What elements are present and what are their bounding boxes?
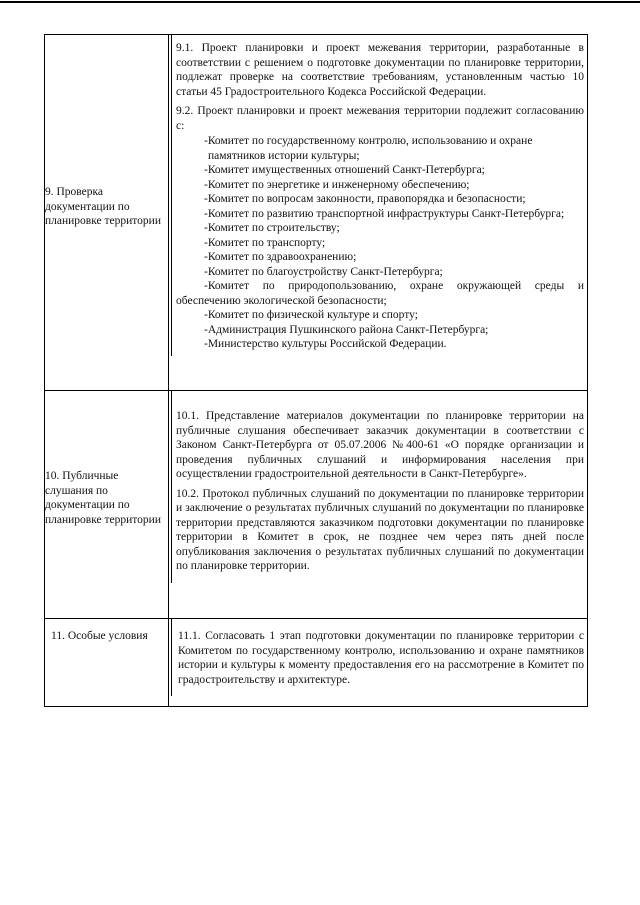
row-9-label: 9. Проверка документации по планировке территории: [45, 186, 161, 227]
clause-9-1: 9.1. Проект планировки и проект межевания территории, разработанные в соответствии с решением о подготовке документации по планировке территории, подлежат проверке на соответствие требованиям, установленным частью 10 статьи 45 Градостроительного Кодекса Российской Федерации.: [176, 42, 584, 98]
list-item: -Администрация Пушкинского района Санкт-Петербурга;: [204, 323, 489, 336]
row-9-label-cell: [45, 35, 169, 391]
list-item: -Комитет по транспорту;: [204, 236, 326, 249]
list-item: -Комитет по государственному контролю, использованию и охране: [204, 135, 533, 147]
row-11-content-cell: [169, 619, 588, 707]
list-item: -Министерство культуры Российской Федерации.: [204, 338, 447, 350]
table-row-10: [45, 391, 588, 619]
row-10-label-cell: [45, 391, 169, 619]
list-item: памятников истории культуры;: [208, 149, 360, 162]
list-item: -Комитет по здравоохранению;: [204, 251, 357, 263]
row-11-label: 11. Особые условия: [51, 630, 148, 642]
clause-10-1: 10.1. Представление материалов документации по планировке территории на публичные слушания обеспечивает заказчик документации в соответствии с Законом Санкт-Петербурга от 05.07.2006 №400-61 «О порядке организации и проведения публичных слушаний и информирования населения при осуществлении градостроительной деятельности в Санкт-Петербурге».: [176, 410, 584, 480]
list-item: -Комитет по физической культуре и спорту;: [204, 309, 418, 321]
row-11-label-cell: [45, 619, 169, 707]
terms-table: [44, 34, 588, 707]
page-top-rule: [0, 1, 640, 3]
list-item: -Комитет по вопросам законности, правопорядка и безопасности;: [204, 193, 526, 205]
row-9-content-cell: [169, 35, 588, 391]
table-row-11: [45, 619, 588, 707]
list-item: -Комитет по энергетике и инженерному обеспечению;: [204, 178, 470, 191]
list-item: -Комитет по строительству;: [204, 222, 340, 234]
clause-9-2: 9.2. Проект планировки и проект межевания территории подлежит согласованию с:: [176, 105, 584, 132]
clause-11-1: 11.1. Согласовать 1 этап подготовки документации по планировке территории с Комитетом по государственному контролю, использованию и охране памятников истории и культуры к моменту предоставления его на рассмотрение в Комитет по градостроительству и архитектуре.: [178, 630, 584, 686]
clause-10-2: 10.2. Протокол публичных слушаний по документации по планировке территории и заключение о результатах публичных слушаний по документации по планировке территории представляются заказчиком подготовки документации по планировке территории в Комитет в срок, не позднее чем через пять дней после опубликования заключения о результатах публичных слушаний по документации по планировке территории.: [176, 487, 584, 572]
list-item: -Комитет по природопользованию, охране окружающей среды и обеспечению экологической безопасности;: [176, 280, 584, 307]
table-row-9: [45, 35, 588, 391]
list-item: -Комитет по благоустройству Санкт-Петербурга;: [204, 265, 443, 278]
row-10-content-cell: [169, 391, 588, 619]
list-item: -Комитет имущественных отношений Санкт-Петербурга;: [204, 164, 485, 176]
row-10-label: 10. Публичные слушания по документации по планировке территории: [45, 470, 161, 526]
list-item: -Комитет по развитию транспортной инфраструктуры Санкт-Петербурга;: [204, 207, 565, 220]
